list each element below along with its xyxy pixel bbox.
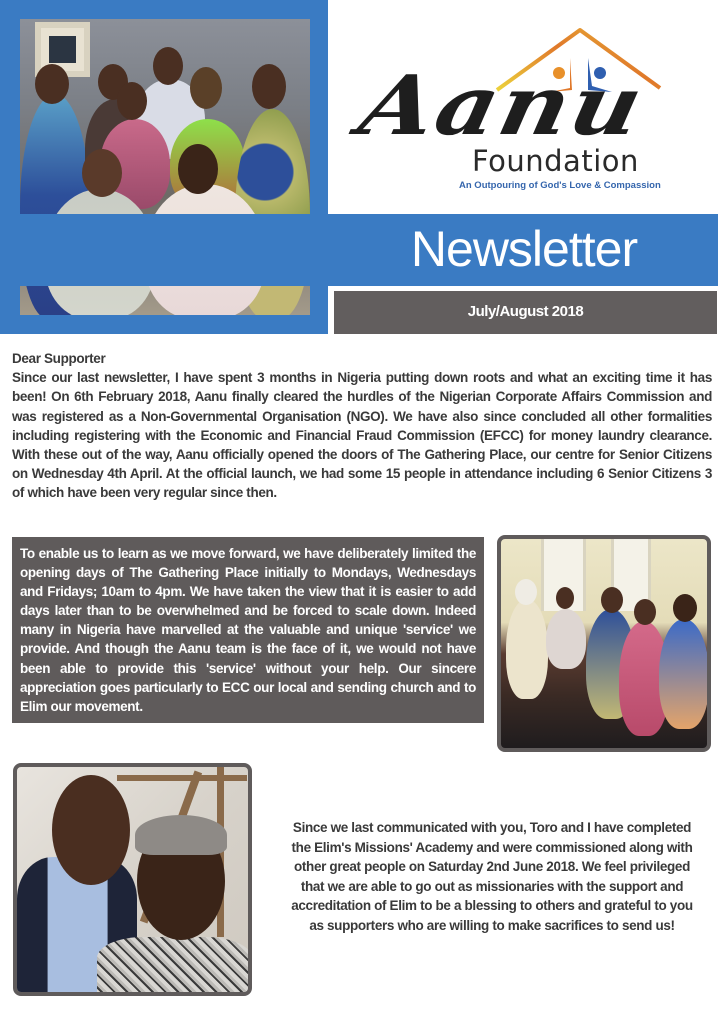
photo-head [82,149,122,197]
greeting: Dear Supporter [12,351,106,366]
photo-person [659,619,709,729]
logo-name: Aanu [351,58,653,154]
callout-body: To enable us to learn as we move forward, we have deliberately limited the opening days of The Gathering Place initially to Mondays, Wednesdays and Fridays; 10am to 4pm. We have taken the view that it is easier to add days later than to be overwhelmed and be forced to scale down. Indeed many in Nigeria have marvelled at the valuable and unique 'service' we provide. And though the Aanu team is the face of it, we would not have been able to provide this 'service' without your help. Our sincere appreciation goes particularly to ECC our local and sending church and to Elim our movement. [20,546,476,714]
photo-head [52,775,130,885]
newsletter-banner [0,214,718,286]
logo-tagline: An Outpouring of God's Love & Compassion [459,180,661,191]
closing-line: accreditation of Elim to be a blessing to others and grateful to you [291,898,693,914]
gathering-place-callout [12,537,484,723]
aanu-foundation-logo [351,20,680,200]
newsletter-title: Newsletter [410,221,638,277]
photo-head [634,599,656,625]
issue-date: July/August 2018 [467,303,584,320]
photo-head [673,594,697,622]
photo-head [190,67,222,109]
photo-head [35,64,69,104]
photo-person [506,599,548,699]
closing-line: the Elim's Missions' Academy and were commissioned along with [291,839,693,855]
closing-line: other great people on Saturday 2nd June 2018. We feel privileged [294,859,690,875]
photo-head [178,144,218,194]
photo-head [153,47,183,85]
photo-head [252,64,286,109]
closing-line: as supporters who are willing to make sacrifices to send us! [309,917,675,933]
photo-person [546,609,586,669]
intro-letter [12,349,712,503]
photo-hair [135,815,227,855]
logo-subtitle: Foundation [472,144,639,178]
photo-beam [117,775,247,781]
couple-photo [13,763,252,996]
photo-person [97,937,252,996]
photo-head [601,587,623,613]
intro-body: Since our last newsletter, I have spent 3 months in Nigeria putting down roots and what an exciting time it has been! On 6th February 2018, Aanu finally cleared the hurdles of the Nigerian Corporate Affairs Commission and was registered as a Non-Governmental Organisation (NGO). We have also since concluded all other formalities including registering with the Economic and Financial Fraud Commission (EFCC) for money laundry clearance. With these out of the way, Aanu officially opened the doors of The Gathering Place, our centre for Senior Citizens on Wednesday 4th April. At the official launch, we had some 15 people in attendance including 6 Senior Citizens 3 of which have been very regular since then. [12,370,712,501]
closing-line: that we are able to go out as missionaries with the support and [300,878,684,894]
photo-head [117,82,147,120]
closing-message [262,818,722,936]
photo-head [556,587,574,609]
closing-line: Since we last communicated with you, Toro and I have completed [292,820,692,835]
issue-date-bar [334,291,717,334]
gathering-photo [497,535,711,752]
photo-head [515,579,537,605]
